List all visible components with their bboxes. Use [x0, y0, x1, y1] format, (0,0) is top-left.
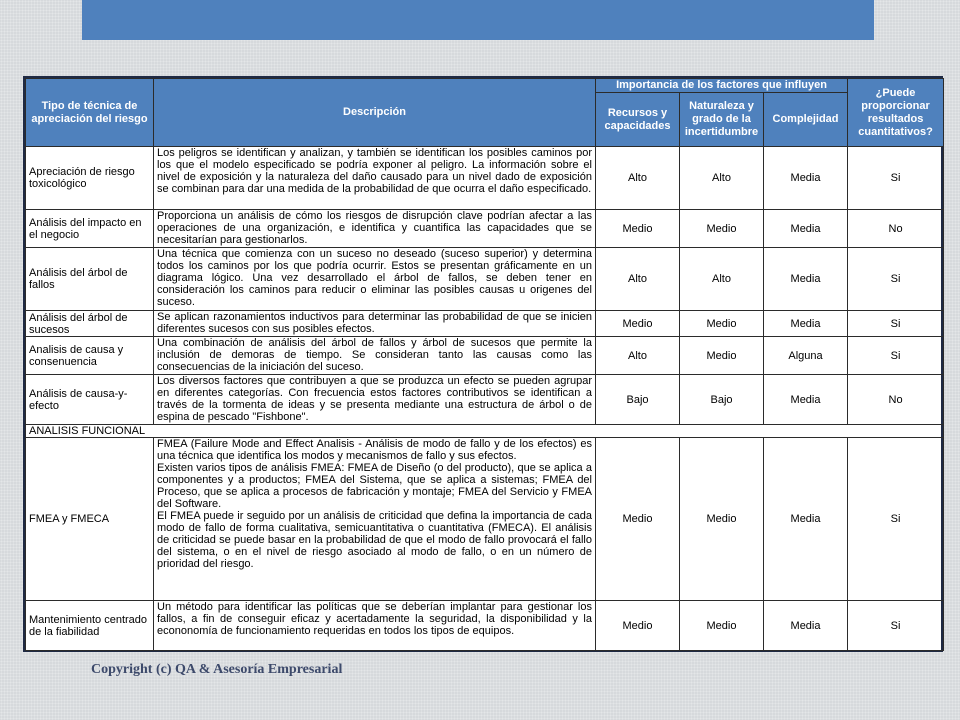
table-row: [26, 248, 944, 311]
technique-name: Análisis del árbol de sucesos: [26, 311, 154, 337]
header-technique: Tipo de técnica de apreciación del riesgo: [26, 79, 154, 147]
header-importance-group: Importancia de los factores que influyen: [596, 79, 848, 93]
quantitative-value: Si: [848, 147, 944, 210]
technique-name: Mantenimiento centrado de la fiabilidad: [26, 601, 154, 651]
resources-value: Bajo: [596, 375, 680, 425]
complexity-value: Media: [764, 147, 848, 210]
table-row: [26, 337, 944, 375]
nature-value: Medio: [680, 210, 764, 248]
table-row: [26, 210, 944, 248]
header-description: Descripción: [154, 79, 596, 147]
copyright-footer: Copyright (c) QA & Asesoría Empresarial: [91, 662, 343, 677]
technique-description: Los diversos factores que contribuyen a que se produzca un efecto se pueden agrupar en diferentes categorías. Con frecuencia estos factores contributivos se identifican a través de la tormenta de ideas y se presenta mediante una estructura de árbol o de espina de pescado "Fishbone".: [154, 375, 596, 425]
technique-description: Se aplican razonamientos inductivos para determinar las probabilidad de que se inicien diferentes sucesos con sus posibles efectos.: [154, 311, 596, 337]
table-row: [26, 438, 944, 601]
quantitative-value: Si: [848, 438, 944, 601]
table-row: [26, 375, 944, 425]
description-paragraph: FMEA (Failure Mode and Effect Analisis - Análisis de modo de fallo y de los efectos) es una técnica que identifica los modos y mecanismos de fallo y sus efectos.: [157, 438, 592, 462]
nature-value: Medio: [680, 337, 764, 375]
nature-value: Alto: [680, 248, 764, 311]
table-row: [26, 601, 944, 651]
technique-name: Análisis del impacto en el negocio: [26, 210, 154, 248]
technique-description: [154, 438, 596, 601]
section-row: [26, 425, 944, 438]
technique-name: Analisis de causa y consenuencia: [26, 337, 154, 375]
quantitative-value: Si: [848, 337, 944, 375]
quantitative-value: Si: [848, 601, 944, 651]
resources-value: Medio: [596, 601, 680, 651]
complexity-value: Media: [764, 210, 848, 248]
resources-value: Medio: [596, 438, 680, 601]
quantitative-value: No: [848, 375, 944, 425]
nature-value: Medio: [680, 438, 764, 601]
technique-name: Análisis de causa-y-efecto: [26, 375, 154, 425]
nature-value: Bajo: [680, 375, 764, 425]
resources-value: Medio: [596, 311, 680, 337]
header-nature: Naturaleza y grado de la incertidumbre: [680, 93, 764, 147]
technique-description: Los peligros se identifican y analizan, y también se identifican los posibles caminos por los que el modelo especificado se podría exponer al peligro. La información sobre el nivel de exposición y la naturaleza del daño causado para un nivel dado de exposición se combinan para dar una medida de la probabilidad de que ocurra el daño especificado.: [154, 147, 596, 210]
nature-value: Medio: [680, 601, 764, 651]
technique-name: FMEA y FMECA: [26, 438, 154, 601]
technique-description: Proporciona un análisis de cómo los riesgos de disrupción clave podrían afectar a las operaciones de una organización, e identifica y cuantifica las capacidades que se necesitarían para gestionarlos.: [154, 210, 596, 248]
technique-description: Una técnica que comienza con un suceso no deseado (suceso superior) y determina todos los caminos por los que podría ocurrir. Estos se presentan gráficamente en un diagrama lógico. Una vez desarrollado el árbol de fallos, se deben tener en consideración los caminos para reducir o eliminar las posibles causas u origenes del suceso.: [154, 248, 596, 311]
table-row: [26, 311, 944, 337]
resources-value: Medio: [596, 210, 680, 248]
resources-value: Alto: [596, 248, 680, 311]
risk-techniques-table: [23, 76, 943, 652]
technique-name: Análisis del árbol de fallos: [26, 248, 154, 311]
complexity-value: Media: [764, 601, 848, 651]
resources-value: Alto: [596, 337, 680, 375]
quantitative-value: Si: [848, 311, 944, 337]
technique-description: Una combinación de análisis del árbol de fallos y árbol de sucesos que permite la inclusión de demoras de tiempo. Se consideran tanto las causas como las consecuencias de la iniciación del suceso.: [154, 337, 596, 375]
table-row: [26, 147, 944, 210]
technique-name: Apreciación de riesgo toxicológico: [26, 147, 154, 210]
complexity-value: Media: [764, 438, 848, 601]
header-complexity: Complejidad: [764, 93, 848, 147]
complexity-value: Media: [764, 248, 848, 311]
quantitative-value: Si: [848, 248, 944, 311]
nature-value: Alto: [680, 147, 764, 210]
header-quantitative: ¿Puede proporcionar resultados cuantitativos?: [848, 79, 944, 147]
slide-title-bar: [82, 0, 874, 40]
quantitative-value: No: [848, 210, 944, 248]
technique-description: Un método para identificar las políticas que se deberían implantar para gestionar los fallos, a fin de conseguir eficaz y acertadamente la seguridad, la disponibilidad y la econonomía de funcionamiento requeridas en todos los tipos de equipos.: [154, 601, 596, 651]
section-label: ANALISIS FUNCIONAL: [26, 425, 944, 438]
nature-value: Medio: [680, 311, 764, 337]
complexity-value: Media: [764, 375, 848, 425]
complexity-value: Alguna: [764, 337, 848, 375]
header-resources: Recursos y capacidades: [596, 93, 680, 147]
complexity-value: Media: [764, 311, 848, 337]
resources-value: Alto: [596, 147, 680, 210]
description-paragraph: Existen varios tipos de análisis FMEA: FMEA de Diseño (o del producto), que se aplica a componentes y a productos; FMEA del Sistema, que se aplica a sistemas; FMEA del Proceso, que se aplica a procesos de fabricación y montaje; FMEA del Servicio y FMEA del Software.: [157, 462, 592, 510]
description-paragraph: El FMEA puede ir seguido por un análisis de criticidad que defina la importancia de cada modo de fallo de forma cualitativa, semicuantitativa o cuantitativa (FMECA). El análisis de criticidad se puede basar en la probabilidad de que el modo de fallo provocará el fallo del sistema, o en el nivel de riesgo asociado al modo de fallo, o en un número de prioridad del riesgo.: [157, 510, 592, 570]
